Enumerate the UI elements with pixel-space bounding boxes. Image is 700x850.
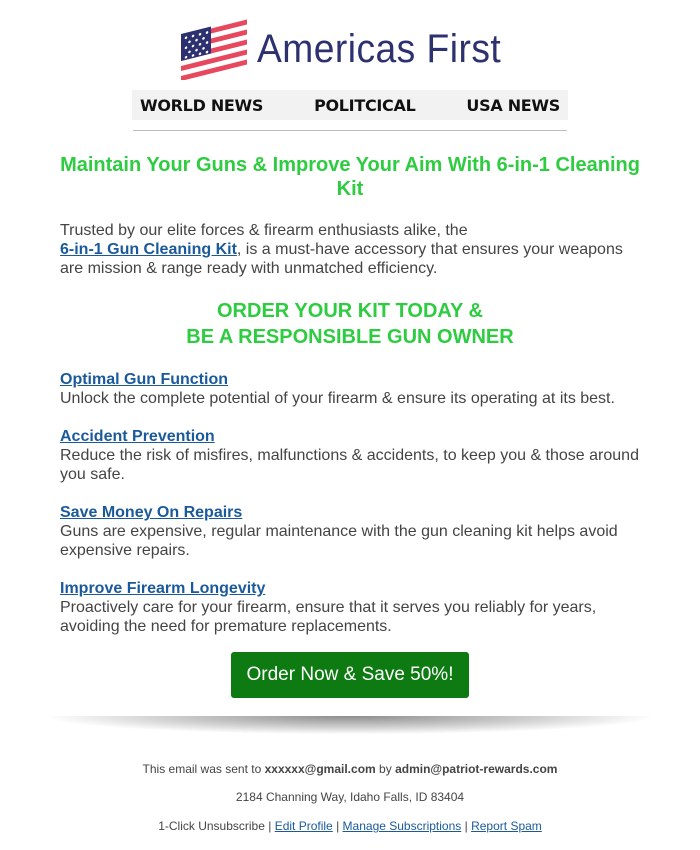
product-link[interactable]: 6-in-1 Gun Cleaning Kit xyxy=(60,241,237,258)
unsubscribe-text: 1-Click Unsubscribe xyxy=(158,819,265,833)
headline: Maintain Your Guns & Improve Your Aim With 6-in-1 Cleaning Kit xyxy=(60,154,640,200)
footer-separator: | xyxy=(268,819,272,833)
mailing-address: 2184 Channing Way, Idaho Falls, ID 83404 xyxy=(235,790,465,804)
footer-separator: | xyxy=(464,819,468,833)
top-nav xyxy=(132,90,568,120)
benefit-description: Guns are expensive, regular maintenance with the gun cleaning kit helps avoid expensive repairs. xyxy=(60,523,618,559)
intro-paragraph xyxy=(60,221,640,278)
nav-item-world-news[interactable]: WORLD NEWS xyxy=(140,95,264,115)
brand-name: Americas First xyxy=(256,27,501,71)
flag-icon xyxy=(181,18,249,80)
header-divider xyxy=(133,130,567,131)
brand-logo[interactable] xyxy=(0,0,700,84)
order-now-button[interactable]: Order Now & Save 50%! xyxy=(231,652,470,698)
benefit-description: Proactively care for your firearm, ensure that it serves you reliably for years, avoiding the need for premature replacements. xyxy=(60,599,597,635)
cta-heading-line1: ORDER YOUR KIT TODAY & xyxy=(217,300,483,322)
benefit-item xyxy=(60,427,640,484)
nav-item-political[interactable]: POLITCICAL xyxy=(314,95,416,115)
cta-heading-line2: BE A RESPONSIBLE GUN OWNER xyxy=(186,326,514,348)
sent-prefix: This email was sent to xyxy=(142,762,262,776)
report-spam-link[interactable]: Report Spam xyxy=(471,819,542,833)
sent-by: by xyxy=(379,762,392,776)
benefit-title-link[interactable]: Save Money On Repairs xyxy=(60,504,243,521)
benefit-description: Reduce the risk of misfires, malfunctions & accidents, to keep you & those around you safe. xyxy=(60,447,639,483)
benefit-title-link[interactable]: Accident Prevention xyxy=(60,428,215,445)
email-body xyxy=(60,221,640,698)
benefit-description: Unlock the complete potential of your firearm & ensure its operating at its best. xyxy=(60,390,615,407)
benefit-item xyxy=(60,579,640,636)
benefit-item xyxy=(60,503,640,560)
edit-profile-link[interactable]: Edit Profile xyxy=(274,819,333,833)
section-shadow-divider xyxy=(50,716,650,734)
cta-button-container xyxy=(60,652,640,698)
benefit-title-link[interactable]: Optimal Gun Function xyxy=(60,371,228,388)
benefit-item xyxy=(60,370,640,408)
manage-subscriptions-link[interactable]: Manage Subscriptions xyxy=(342,819,462,833)
sender-email: admin@patriot-rewards.com xyxy=(395,762,558,776)
cta-heading xyxy=(60,298,640,350)
recipient-email: xxxxxx@gmail.com xyxy=(264,762,376,776)
benefit-title-link[interactable]: Improve Firearm Longevity xyxy=(60,580,266,597)
footer-links xyxy=(0,819,700,833)
email-footer xyxy=(0,762,700,833)
footer-separator: | xyxy=(336,819,340,833)
sent-notice xyxy=(0,762,700,776)
nav-item-usa-news[interactable]: USA NEWS xyxy=(466,95,560,115)
intro-text-after: , is a must-have accessory that ensures your weapons are mission & range ready with unmatched efficiency. xyxy=(60,241,623,277)
intro-text-before: Trusted by our elite forces & firearm enthusiasts alike, the xyxy=(60,222,468,239)
